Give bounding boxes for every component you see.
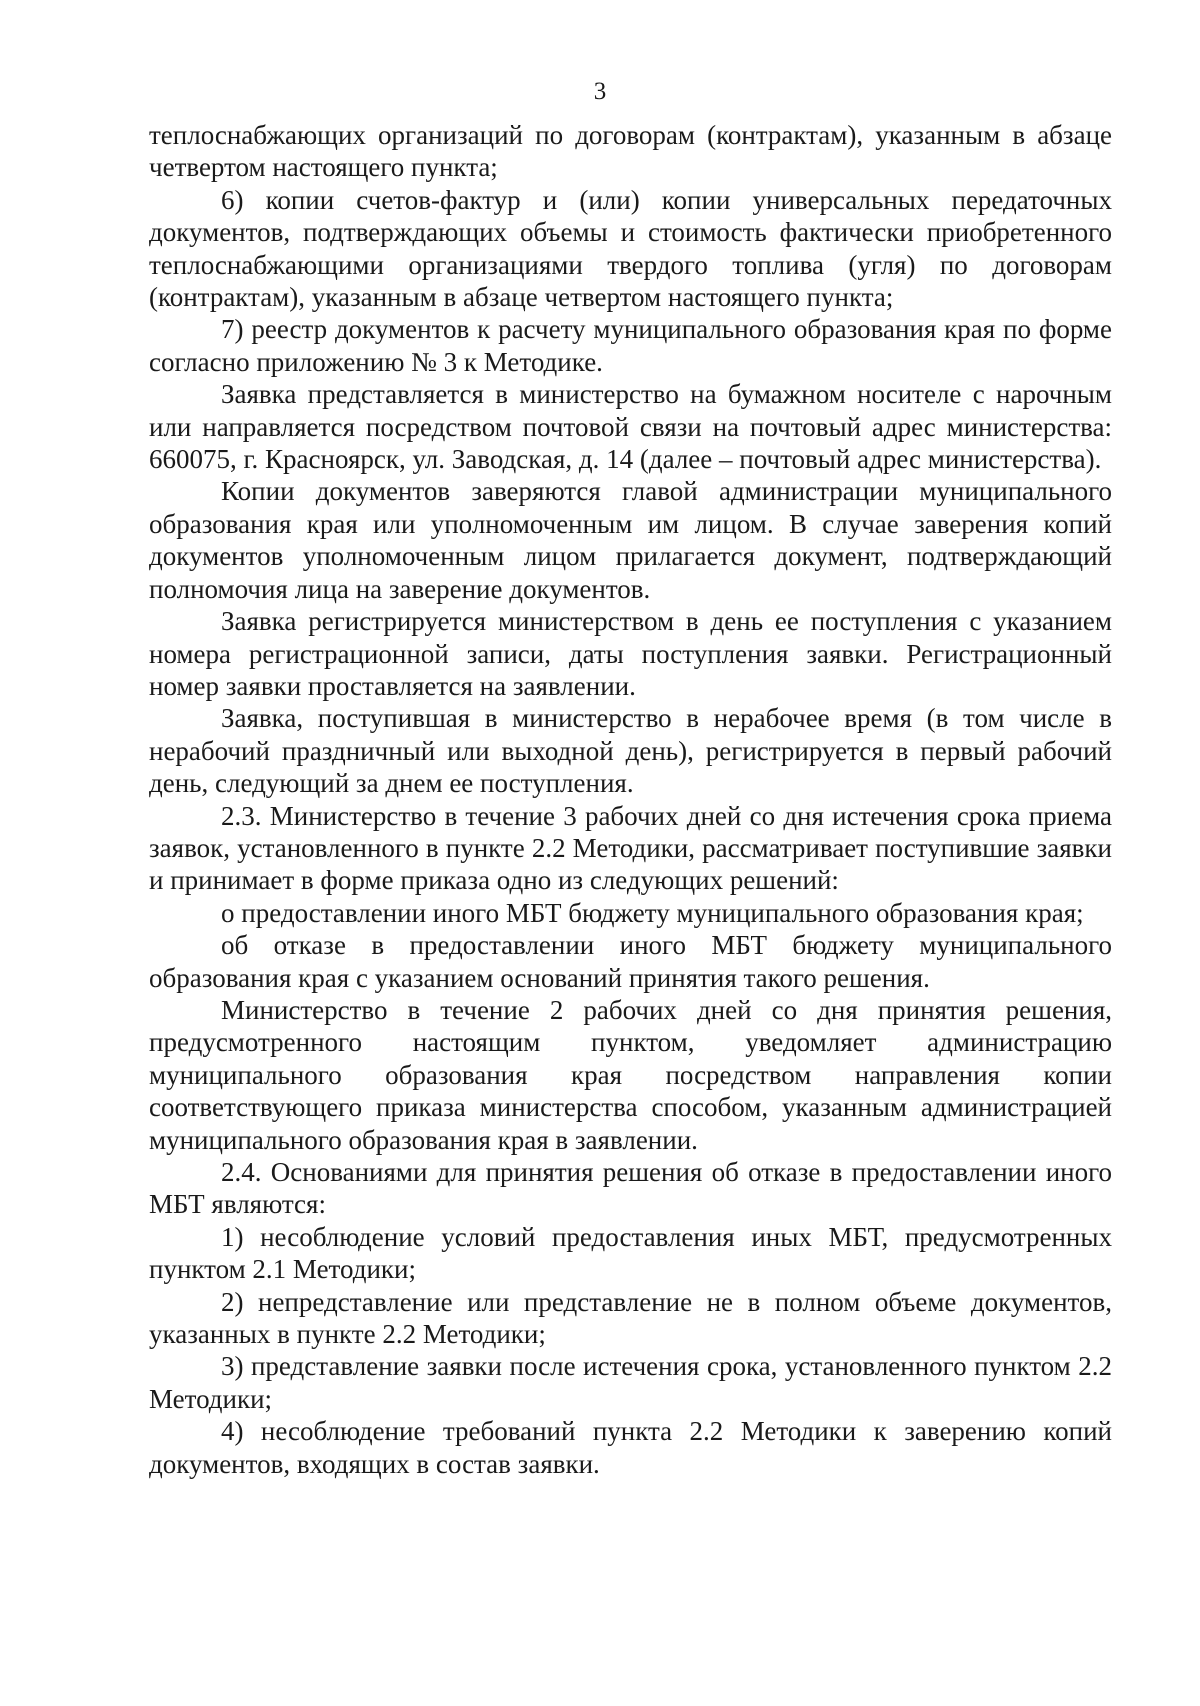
- paragraph-decision-grant: о предоставлении иного МБТ бюджету муниципального образования края;: [221, 897, 1084, 928]
- paragraph-certification: Копии документов заверяются главой администрации муниципального образования края или уполномоченным им лицом. В случае заверения копий документов уполномоченным лицом прилагается документ, подтверждающий полномочия лица на заверение документов.: [149, 476, 1112, 604]
- paragraph-registration: Заявка регистрируется министерством в день ее поступления с указанием номера регистрационной записи, даты поступления заявки. Регистрационный номер заявки проставляется на заявлении.: [149, 606, 1112, 701]
- paragraph-refusal-ground-1: 1) несоблюдение условий предоставления иных МБТ, предусмотренных пунктом 2.1 Методики;: [149, 1221, 1112, 1285]
- paragraph-nonworking-time: Заявка, поступившая в министерство в нерабочее время (в том числе в нерабочий праздничный или выходной день), регистрируется в первый рабочий день, следующий за днем ее поступления.: [149, 703, 1112, 799]
- paragraph-refusal-ground-2: 2) непредставление или представление не в полном объеме документов, указанных в пункте 2.2 Методики;: [149, 1286, 1112, 1350]
- paragraph-submission: Заявка представляется в министерство на бумажном носителе с нарочным или направляется посредством почтовой связи на почтовый адрес министерства: 660075, г. Красноярск, ул. Заводская, д. 14 (далее – почтовый адрес министерства).: [149, 379, 1112, 475]
- paragraph-item-6: 6) копии счетов-фактур и (или) копии универсальных передаточных документов, подтверждающих объемы и стоимость фактически приобретенного теплоснабжающими организациями твердого топлива (угля) по договорам (контрактам), указанным в абзаце четвертом настоящего пункта;: [149, 184, 1112, 313]
- paragraph-item-7: 7) реестр документов к расчету муниципального образования края по форме согласно приложению № 3 к Методике.: [149, 314, 1112, 377]
- paragraph-notification: Министерство в течение 2 рабочих дней со дня принятия решения, предусмотренного настоящим пунктом, уведомляет администрацию муниципального образования края посредством направления копии соответствующего приказа министерства способом, указанным администрацией муниципального образования края в заявлении.: [149, 994, 1112, 1155]
- paragraph-section-2-4: 2.4. Основаниями для принятия решения об отказе в предоставлении иного МБТ являются:: [149, 1157, 1112, 1220]
- paragraph-section-2-3: 2.3. Министерство в течение 3 рабочих дней со дня истечения срока приема заявок, установленного в пункте 2.2 Методики, рассматривает поступившие заявки и принимает в форме приказа одно из следующих решений:: [149, 800, 1112, 896]
- document-body: [149, 119, 1112, 1480]
- paragraph-continuation: теплоснабжающих организаций по договорам (контрактам), указанным в абзаце четвертом настоящего пункта;: [149, 120, 1112, 183]
- paragraph-refusal-ground-3: 3) представление заявки после истечения срока, установленного пунктом 2.2 Методики;: [149, 1351, 1112, 1414]
- page-number: 3: [593, 78, 607, 105]
- paragraph-decision-refusal: об отказе в предоставлении иного МБТ бюджету муниципального образования края с указанием оснований принятия такого решения.: [149, 930, 1112, 993]
- paragraph-refusal-ground-4: 4) несоблюдение требований пункта 2.2 Методики к заверению копий документов, входящих в состав заявки.: [149, 1416, 1112, 1479]
